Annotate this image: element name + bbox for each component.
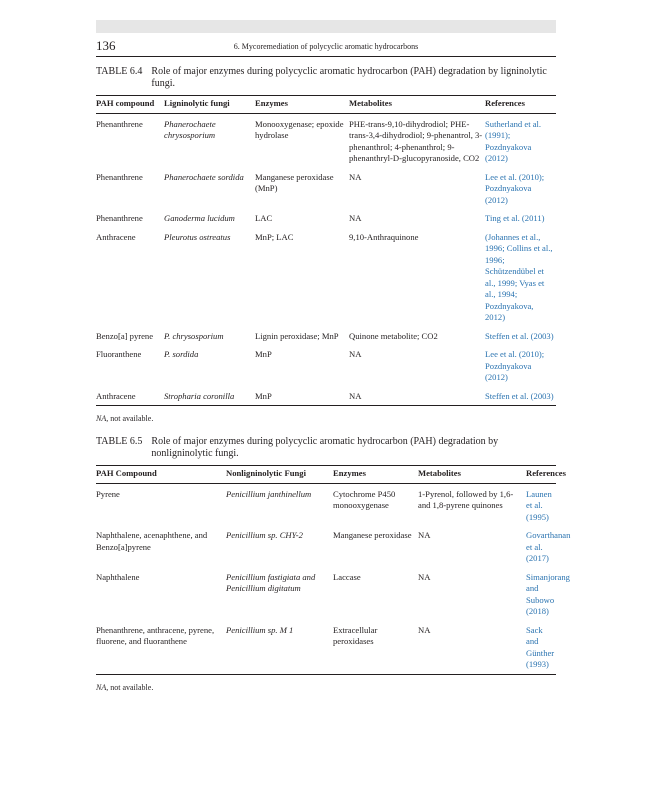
compound-cell: Phenanthrene bbox=[96, 213, 143, 223]
compound-cell: Anthracene bbox=[96, 386, 164, 406]
header-cell: Enzymes bbox=[255, 96, 349, 114]
compound-cell: Phenanthrene, anthracene, pyrene, fluorene, and fluoranthene bbox=[96, 620, 226, 675]
header-cell: Nonligninolytic Fungi bbox=[226, 466, 333, 484]
enzymes-cell: Laccase bbox=[333, 571, 361, 582]
header-cell: Ligninolytic fungi bbox=[164, 96, 255, 114]
table-row bbox=[96, 386, 556, 406]
fungi-cell: Phanerochaete sordida bbox=[164, 171, 244, 182]
table-6-4-block bbox=[96, 66, 556, 423]
compound-cell: Anthracene bbox=[96, 231, 136, 242]
enzymes-cell: Lignin peroxidase; MnP bbox=[255, 330, 339, 341]
ligninolytic-fungi-table bbox=[96, 95, 556, 406]
header-cell: PAH compound bbox=[96, 96, 164, 114]
header-cell: Metabolites bbox=[349, 96, 485, 114]
table-header-row bbox=[96, 466, 556, 484]
references-cell[interactable]: Launen et al. (1995) bbox=[526, 488, 552, 522]
table-6-5-block bbox=[96, 436, 571, 692]
table-row bbox=[96, 483, 556, 525]
enzymes-cell: Manganese peroxidase (MnP) bbox=[255, 171, 334, 193]
references-cell[interactable]: Lee et al. (2010); Pozdnyakova (2012) bbox=[485, 349, 545, 382]
metabolites-cell: NA bbox=[418, 571, 431, 582]
compound-cell: Pyrene bbox=[96, 488, 120, 499]
table-row bbox=[96, 525, 556, 567]
table-caption-text: Role of major enzymes during polycyclic aromatic hydrocarbon (PAH) degradation by ligninolytic fungi. bbox=[151, 66, 547, 89]
header-cell: Enzymes bbox=[333, 466, 418, 484]
fungi-cell: Ganoderma lucidum bbox=[164, 213, 235, 223]
table-row bbox=[96, 344, 556, 386]
header-cell: References bbox=[485, 96, 556, 114]
fungi-cell: Penicillium fastigiata and Penicillium digitatum bbox=[226, 571, 316, 593]
enzymes-cell: MnP; LAC bbox=[255, 231, 294, 242]
table-header-row bbox=[96, 96, 556, 114]
page-number: 136 bbox=[96, 38, 116, 53]
fungi-cell: Pleurotus ostreatus bbox=[164, 231, 231, 242]
table-row bbox=[96, 208, 556, 227]
compound-cell: Naphthalene bbox=[96, 571, 140, 582]
nonligninolytic-fungi-table bbox=[96, 465, 571, 675]
references-cell[interactable]: Sack and Günther (1993) bbox=[526, 620, 556, 675]
references-cell[interactable]: Ting et al. (2011) bbox=[485, 213, 545, 223]
fungi-cell: P. sordida bbox=[164, 349, 199, 359]
compound-cell: Phenanthrene bbox=[96, 171, 143, 182]
references-cell[interactable]: Govarthanan et al. (2017) bbox=[526, 530, 571, 563]
table-caption bbox=[96, 66, 556, 90]
enzymes-cell: MnP bbox=[255, 386, 349, 406]
references-cell[interactable]: Simanjorang and Subowo (2018) bbox=[526, 571, 570, 616]
table-row bbox=[96, 227, 556, 326]
metabolites-cell: NA bbox=[418, 620, 526, 675]
fungi-cell: Stropharia coronilla bbox=[164, 386, 255, 406]
metabolites-cell: NA bbox=[349, 213, 362, 223]
header-cell: PAH Compound bbox=[96, 466, 226, 484]
enzymes-cell: LAC bbox=[255, 213, 273, 223]
table-caption bbox=[96, 436, 556, 460]
footnote-text: not available. bbox=[110, 682, 154, 692]
metabolites-cell: NA bbox=[418, 530, 431, 540]
table-footnote bbox=[96, 683, 556, 692]
footnote-text: not available. bbox=[110, 414, 154, 423]
enzymes-cell: Extracellular peroxidases bbox=[333, 620, 418, 675]
metabolites-cell: NA bbox=[349, 349, 362, 359]
metabolites-cell: PHE-trans-9,10-dihydrodiol; PHE-trans-3,4-dihydrodiol; 9-phenantrol, 3-phenanthrol; 4-phenanthrol; 9-phenanthryl-D-glucopyranoside, CO2 bbox=[349, 118, 483, 163]
top-gray-bar bbox=[96, 20, 556, 33]
compound-cell: Naphthalene, acenaphthene, and Benzo[a]pyrene bbox=[96, 530, 208, 552]
references-cell[interactable]: (Johannes et al., 1996; Collins et al., 1996; Schützendübel et al., 1999; Vyas et al., 1994; Pozdnyakova, 2012) bbox=[485, 231, 553, 322]
enzymes-cell: MnP bbox=[255, 349, 272, 359]
enzymes-cell: Monooxygenase; epoxide hydrolase bbox=[255, 118, 344, 140]
table-label: TABLE 6.4 bbox=[96, 66, 143, 77]
footnote-abbreviation: NA, bbox=[96, 414, 109, 423]
table-caption-text: Role of major enzymes during polycyclic aromatic hydrocarbon (PAH) degradation by nonligninolytic fungi. bbox=[151, 436, 499, 459]
table-row bbox=[96, 567, 556, 620]
table-row bbox=[96, 167, 556, 209]
table-footnote bbox=[96, 414, 556, 423]
enzymes-cell: Manganese peroxidase bbox=[333, 530, 412, 540]
fungi-cell: Phanerochaete chrysosporium bbox=[164, 118, 216, 140]
enzymes-cell: Cytochrome P450 monooxygenase bbox=[333, 488, 396, 510]
header-cell: Metabolites bbox=[418, 466, 526, 484]
header-cell: References bbox=[526, 466, 556, 484]
footnote-abbreviation: NA, bbox=[96, 682, 109, 692]
references-cell[interactable]: Steffen et al. (2003) bbox=[485, 330, 554, 341]
compound-cell: Fluoranthene bbox=[96, 349, 142, 359]
table-row bbox=[96, 326, 556, 345]
metabolites-cell: 9,10-Anthraquinone bbox=[349, 231, 419, 242]
references-cell[interactable]: Sutherland et al. (1991); Pozdnyakova (2012) bbox=[485, 118, 542, 163]
compound-cell: Benzo[a] pyrene bbox=[96, 330, 154, 341]
references-cell[interactable]: Lee et al. (2010); Pozdnyakova (2012) bbox=[485, 171, 545, 205]
fungi-cell: Penicillium sp. M 1 bbox=[226, 620, 333, 675]
metabolites-cell: NA bbox=[349, 386, 485, 406]
fungi-cell: P. chrysosporium bbox=[164, 330, 224, 341]
metabolites-cell: NA bbox=[349, 171, 362, 182]
metabolites-cell: 1-Pyrenol, followed by 1,6- and 1,8-pyrene quinones bbox=[418, 488, 514, 510]
page-header bbox=[96, 38, 556, 57]
table-row bbox=[96, 113, 556, 167]
running-head: 6. Mycoremediation of polycyclic aromatic hydrocarbons bbox=[233, 42, 419, 51]
fungi-cell: Penicillium sp. CHY-2 bbox=[226, 530, 303, 540]
table-label: TABLE 6.5 bbox=[96, 436, 143, 447]
fungi-cell: Penicillium janthinellum bbox=[226, 488, 312, 499]
references-cell[interactable]: Steffen et al. (2003) bbox=[485, 386, 556, 406]
metabolites-cell: Quinone metabolite; CO2 bbox=[349, 330, 438, 341]
compound-cell: Phenanthrene bbox=[96, 118, 143, 129]
table-row bbox=[96, 620, 556, 675]
